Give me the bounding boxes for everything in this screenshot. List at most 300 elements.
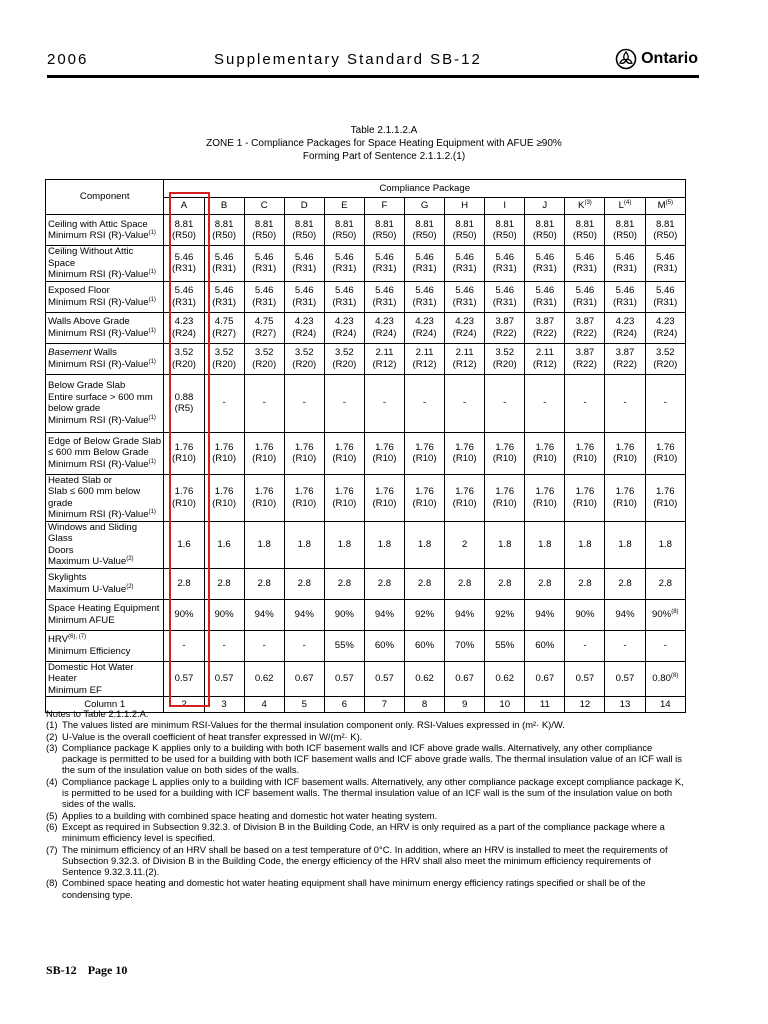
cell-value (366, 673, 403, 685)
cell-value-text: 94% (455, 608, 475, 620)
cell-value (647, 316, 684, 328)
cell-value (326, 397, 363, 409)
row-label-line (48, 486, 162, 509)
cell-value (486, 263, 523, 275)
package-letter (284, 198, 324, 215)
cell-value-text: (R10) (452, 497, 477, 509)
cell-value (326, 285, 363, 297)
value-cell (565, 474, 605, 521)
cell-value (486, 578, 523, 590)
cell-value-text: 2.11 (375, 347, 394, 358)
cell-value-text: 4.23 (294, 316, 314, 327)
cell-value (326, 442, 363, 454)
cell-value-text: (R31) (332, 296, 357, 308)
cell-value-text: 1.76 (254, 486, 274, 497)
row-label-text: Ceiling Without Attic Space (48, 246, 134, 269)
value-cell (525, 343, 565, 374)
row-label-text: Walls Above Grade (48, 316, 130, 327)
value-cell (364, 568, 404, 599)
row-label-text: Slab ≤ 600 mm below grade (48, 486, 141, 509)
cell-value-text: 8.81 (535, 218, 555, 230)
column-number: 6 (324, 697, 364, 713)
value-cell (405, 432, 445, 474)
cell-value-text: 5.46 (655, 285, 675, 296)
cell-value-text: - (182, 639, 186, 651)
cell-value-text: (R10) (532, 497, 557, 509)
row-label-line (48, 447, 162, 459)
value-cell (164, 630, 204, 661)
cell-value (606, 252, 643, 264)
package-letter (565, 198, 605, 215)
cell-value-text: - (543, 397, 547, 409)
cell-value-text: 2.8 (337, 577, 352, 589)
page-footer (46, 963, 127, 978)
cell-value (566, 219, 603, 231)
cell-value (366, 609, 403, 621)
cell-value-text: 2.8 (538, 577, 552, 589)
row-label-text: Minimum RSI (R)-Value (48, 358, 149, 370)
cell-value (526, 640, 563, 652)
cell-value-text: 5.46 (575, 251, 595, 263)
value-cell (485, 521, 525, 568)
cell-value (206, 609, 243, 621)
row-label-text: below grade (48, 403, 101, 414)
value-cell (284, 661, 324, 697)
cell-value (366, 442, 403, 454)
column-number: 4 (244, 697, 284, 713)
cell-value (206, 442, 243, 454)
cell-value (246, 263, 283, 275)
cell-value-text: 1.6 (217, 538, 231, 550)
cell-value (246, 539, 283, 551)
row-label-note: (1) (148, 229, 156, 236)
cell-value-text: 1.76 (174, 441, 194, 453)
cell-value-text: 8.81 (214, 218, 234, 230)
cell-value (165, 453, 202, 465)
package-letter-text: I (503, 200, 507, 212)
cell-value-text: 94% (254, 608, 274, 620)
cell-value (486, 453, 523, 465)
row-label-text: Minimum RSI (R)-Value (48, 414, 149, 426)
cell-value-text: (R31) (613, 263, 638, 275)
value-cell (525, 474, 565, 521)
package-letter-text: C (260, 200, 268, 212)
cell-value (486, 486, 523, 498)
table-row (46, 568, 686, 599)
cell-value-text: 3.52 (335, 347, 354, 358)
column-number: 11 (525, 697, 565, 713)
cell-value-text: 4.75 (254, 316, 274, 327)
note-text: U-Value is the overall coefficient of heat transfer expressed in W/(m²· K). (62, 730, 363, 742)
value-cell (324, 599, 364, 630)
page-header (47, 48, 698, 70)
row-label-line (48, 522, 162, 545)
cell-value-text: 1.76 (335, 441, 354, 453)
note-item (46, 844, 688, 878)
row-label-note: (2) (126, 555, 134, 562)
value-cell (605, 432, 645, 474)
cell-value (206, 328, 243, 340)
cell-value (526, 359, 563, 371)
value-cell (525, 246, 565, 282)
package-letter (405, 198, 445, 215)
cell-value-text: 8.81 (335, 218, 354, 230)
cell-value (406, 316, 443, 328)
cell-value (165, 219, 202, 231)
package-letter-text: H (461, 200, 469, 212)
cell-value (366, 486, 403, 498)
cell-value-text: - (583, 397, 587, 409)
cell-value-text: 0.57 (575, 673, 595, 684)
row-label-text: Ceiling with Attic Space (48, 218, 148, 230)
cell-value-text: (R10) (332, 497, 357, 509)
table-row (46, 661, 686, 697)
cell-value (566, 486, 603, 498)
value-cell (244, 374, 284, 432)
table-row (46, 343, 686, 374)
row-label (46, 568, 164, 599)
cell-value (246, 486, 283, 498)
value-cell (445, 312, 485, 343)
value-cell (204, 343, 244, 374)
cell-value-text: 1.76 (294, 486, 314, 497)
cell-value (366, 453, 403, 465)
cell-value-text: 60% (535, 639, 555, 651)
note-text: The minimum efficiency of an HRV shall be based on a test temperature of 0°C. In addition, where an HRV is installed to meet the requirements of Subsection 9.32.3. of Division B in the Building Code, the energy efficiency of the HRV shall also meet the minimum efficiency requirements of Sentence 9.32.3.11.(2). (62, 843, 668, 878)
note-item (46, 742, 688, 776)
cell-value (526, 252, 563, 264)
value-cell (244, 281, 284, 312)
row-label-text: Exposed Floor (48, 285, 110, 296)
table-notes (46, 708, 688, 900)
value-cell (164, 568, 204, 599)
cell-value-text: (R50) (492, 230, 517, 241)
cell-value (286, 252, 323, 264)
cell-value (647, 453, 684, 465)
cell-value (566, 578, 603, 590)
cell-value-text: 2.8 (217, 577, 231, 589)
cell-value-text: 92% (495, 608, 515, 620)
cell-value (606, 609, 643, 621)
value-cell (405, 312, 445, 343)
cell-value-text: - (663, 639, 667, 651)
cell-value-text: (R22) (572, 358, 597, 370)
value-cell (485, 599, 525, 630)
row-label-note: (1) (148, 327, 156, 334)
value-cell (244, 568, 284, 599)
cell-value (486, 397, 523, 409)
cell-value-text: (R31) (572, 263, 597, 275)
cell-value (326, 486, 363, 498)
value-cell (244, 474, 284, 521)
cell-value (326, 673, 363, 685)
cell-value (446, 397, 483, 409)
row-label (46, 312, 164, 343)
value-cell (204, 246, 244, 282)
cell-value (286, 328, 323, 340)
cell-value-text: 90% (214, 608, 234, 620)
cell-value-text: (R10) (492, 453, 517, 464)
cell-value-text: 8.81 (375, 218, 394, 230)
cell-value (606, 673, 643, 685)
cell-value-text: 4.23 (415, 316, 434, 327)
note-number: (3) (46, 741, 58, 753)
cell-value-text: 3.52 (214, 347, 234, 358)
cell-value (526, 297, 563, 309)
value-cell (405, 599, 445, 630)
value-cell (565, 661, 605, 697)
cell-value (206, 539, 243, 551)
value-cell (605, 474, 645, 521)
cell-value-text: 0.67 (294, 673, 314, 684)
cell-value (246, 578, 283, 590)
cell-value (647, 359, 684, 371)
cell-value-text: (R31) (653, 296, 678, 308)
cell-value-text: 4.23 (615, 316, 635, 327)
cell-value-text: (R24) (412, 327, 437, 339)
cell-value (366, 397, 403, 409)
cell-value (326, 263, 363, 275)
cell-value-text: (R50) (613, 230, 638, 241)
row-label-line (48, 219, 162, 231)
cell-value (606, 578, 643, 590)
cell-value-text: 5.46 (335, 285, 354, 296)
cell-value (206, 219, 243, 231)
cell-value (165, 578, 202, 590)
cell-value-text: 0.57 (214, 673, 234, 684)
row-label-text: Doors (48, 544, 74, 556)
value-cell (324, 568, 364, 599)
cell-value (165, 609, 202, 621)
value-cell (364, 521, 404, 568)
cell-value-text: (R50) (572, 230, 597, 241)
package-letter-text: K (578, 200, 585, 212)
note-text: The values listed are minimum RSI-Values for the thermal insulation component only. RSI-Values expressed in (m²· K)/W. (62, 719, 565, 731)
cell-value (206, 453, 243, 465)
cell-value-text: (R50) (252, 230, 277, 241)
cell-value (446, 297, 483, 309)
cell-value (165, 498, 202, 510)
table-row (46, 599, 686, 630)
cell-value (486, 219, 523, 231)
row-label-text: Entire surface > 600 mm (48, 391, 153, 403)
cell-value-text: (R10) (572, 453, 597, 464)
cell-value-text: 1.76 (535, 441, 555, 453)
cell-value-text: (R31) (532, 263, 557, 275)
value-cell (324, 215, 364, 246)
cell-value (647, 486, 684, 498)
cell-value (486, 297, 523, 309)
cell-value-text: (R24) (613, 327, 638, 339)
footer-doc: SB-12 (46, 963, 77, 977)
cell-value-text: (R20) (171, 358, 196, 370)
package-letter (324, 198, 364, 215)
value-cell (565, 312, 605, 343)
value-cell (164, 312, 204, 343)
cell-value (165, 673, 202, 685)
row-label-text: Maximum U-Value (48, 556, 127, 567)
row-label-line (48, 392, 162, 404)
compliance-table (45, 179, 686, 713)
value-cell (284, 599, 324, 630)
column-number: 3 (204, 697, 244, 713)
cell-value (566, 316, 603, 328)
table-subtitle: Forming Part of Sentence 2.1.1.2.(1) (302, 151, 466, 162)
cell-value (246, 498, 283, 510)
cell-value (406, 539, 443, 551)
value-cell (164, 374, 204, 432)
cell-value (647, 498, 684, 510)
value-cell (284, 432, 324, 474)
table-number: Table 2.1.1.2.A (350, 125, 418, 136)
value-cell (565, 599, 605, 630)
cell-value-text: 1.76 (415, 486, 434, 497)
cell-value-text: 90% (652, 608, 672, 620)
cell-value-text: 1.8 (417, 538, 432, 550)
value-cell (405, 374, 445, 432)
table-row (46, 474, 686, 521)
cell-value-text: 1.8 (618, 538, 632, 550)
cell-value-text: 94% (294, 608, 314, 620)
cell-value-text: (R22) (492, 327, 517, 339)
cell-value (206, 359, 243, 371)
cell-value (526, 453, 563, 465)
cell-value (406, 453, 443, 465)
row-label-line (48, 634, 162, 646)
table-row (46, 432, 686, 474)
cell-value-text: (R24) (452, 327, 477, 339)
cell-value (206, 316, 243, 328)
cell-value-text: (R10) (212, 497, 237, 509)
package-letter-text: J (542, 200, 548, 212)
cell-value-text: (R31) (532, 296, 557, 308)
cell-value (566, 263, 603, 275)
cell-value (286, 640, 323, 652)
cell-value-text: (R31) (171, 263, 196, 275)
cell-value (606, 285, 643, 297)
value-cell (525, 661, 565, 697)
cell-value (406, 328, 443, 340)
cell-value (647, 640, 684, 652)
value-cell (405, 246, 445, 282)
row-label-line (48, 246, 162, 269)
cell-value (486, 252, 523, 264)
cell-value-text: - (503, 397, 507, 409)
value-cell (445, 374, 485, 432)
cell-value-text: 5.46 (214, 251, 234, 263)
cell-value (326, 539, 363, 551)
cell-value-text: 1.76 (174, 486, 194, 497)
row-label (46, 521, 164, 568)
value-cell (645, 661, 685, 697)
cell-value (566, 328, 603, 340)
cell-value (406, 498, 443, 510)
header-rule (47, 75, 699, 78)
cell-value (165, 486, 202, 498)
value-cell (364, 343, 404, 374)
cell-value-text: (R31) (412, 263, 437, 275)
value-cell (485, 630, 525, 661)
value-cell (525, 568, 565, 599)
cell-value (566, 397, 603, 409)
cell-value-text: 1.8 (658, 538, 672, 550)
cell-value-text: 1.76 (615, 486, 635, 497)
package-letter-text: L (618, 200, 625, 212)
row-label-line (48, 545, 162, 557)
package-letter (525, 198, 565, 215)
cell-value (446, 442, 483, 454)
value-cell (565, 343, 605, 374)
cell-value-text: (R50) (653, 230, 678, 241)
note-number: (5) (46, 809, 58, 821)
cell-value (326, 347, 363, 359)
cell-value-text: 1.76 (254, 441, 274, 453)
note-item (46, 731, 688, 742)
value-cell (445, 568, 485, 599)
cell-value (366, 359, 403, 371)
cell-value (206, 347, 243, 359)
cell-value-text: (R10) (212, 453, 237, 464)
cell-value (606, 442, 643, 454)
cell-value (526, 486, 563, 498)
cell-value-text: 0.67 (455, 673, 474, 684)
cell-value-text: 5.46 (375, 285, 394, 296)
value-cell (445, 432, 485, 474)
cell-value-text: (R50) (212, 230, 237, 241)
row-label (46, 281, 164, 312)
cell-value-text: (R31) (492, 296, 517, 308)
value-cell (645, 281, 685, 312)
cell-value-text: (R31) (452, 263, 477, 275)
cell-value-text: 3.52 (254, 347, 274, 358)
value-cell (445, 343, 485, 374)
cell-value-text: 5.46 (294, 285, 314, 296)
cell-value-text: - (623, 397, 627, 409)
italic-term: Basement (48, 347, 92, 358)
value-cell (565, 215, 605, 246)
value-cell (284, 281, 324, 312)
value-cell (645, 432, 685, 474)
value-cell (605, 568, 645, 599)
value-cell (405, 661, 445, 697)
row-label-text: Minimum RSI (R)-Value (48, 509, 149, 520)
cell-value (526, 539, 563, 551)
cell-value-text: (R31) (372, 263, 397, 275)
ontario-logo (615, 48, 698, 70)
value-cell (485, 568, 525, 599)
cell-value (326, 453, 363, 465)
value-cell (605, 599, 645, 630)
cell-value-text: (R20) (252, 358, 277, 370)
cell-value-text: 0.57 (615, 673, 635, 684)
value-cell (645, 630, 685, 661)
cell-value (206, 578, 243, 590)
row-label-line (48, 662, 162, 685)
value-cell (645, 374, 685, 432)
value-cell (445, 599, 485, 630)
cell-value-text: 5.46 (535, 285, 555, 296)
package-letter-text: A (180, 200, 188, 212)
cell-value (246, 442, 283, 454)
cell-value-text: 1.76 (375, 486, 394, 497)
value-cell (485, 312, 525, 343)
cell-value (206, 252, 243, 264)
cell-value (246, 640, 283, 652)
notes-heading: Notes to Table 2.1.1.2.A: (46, 708, 149, 719)
row-label-line (48, 316, 162, 328)
cell-value (526, 285, 563, 297)
cell-value (446, 498, 483, 510)
